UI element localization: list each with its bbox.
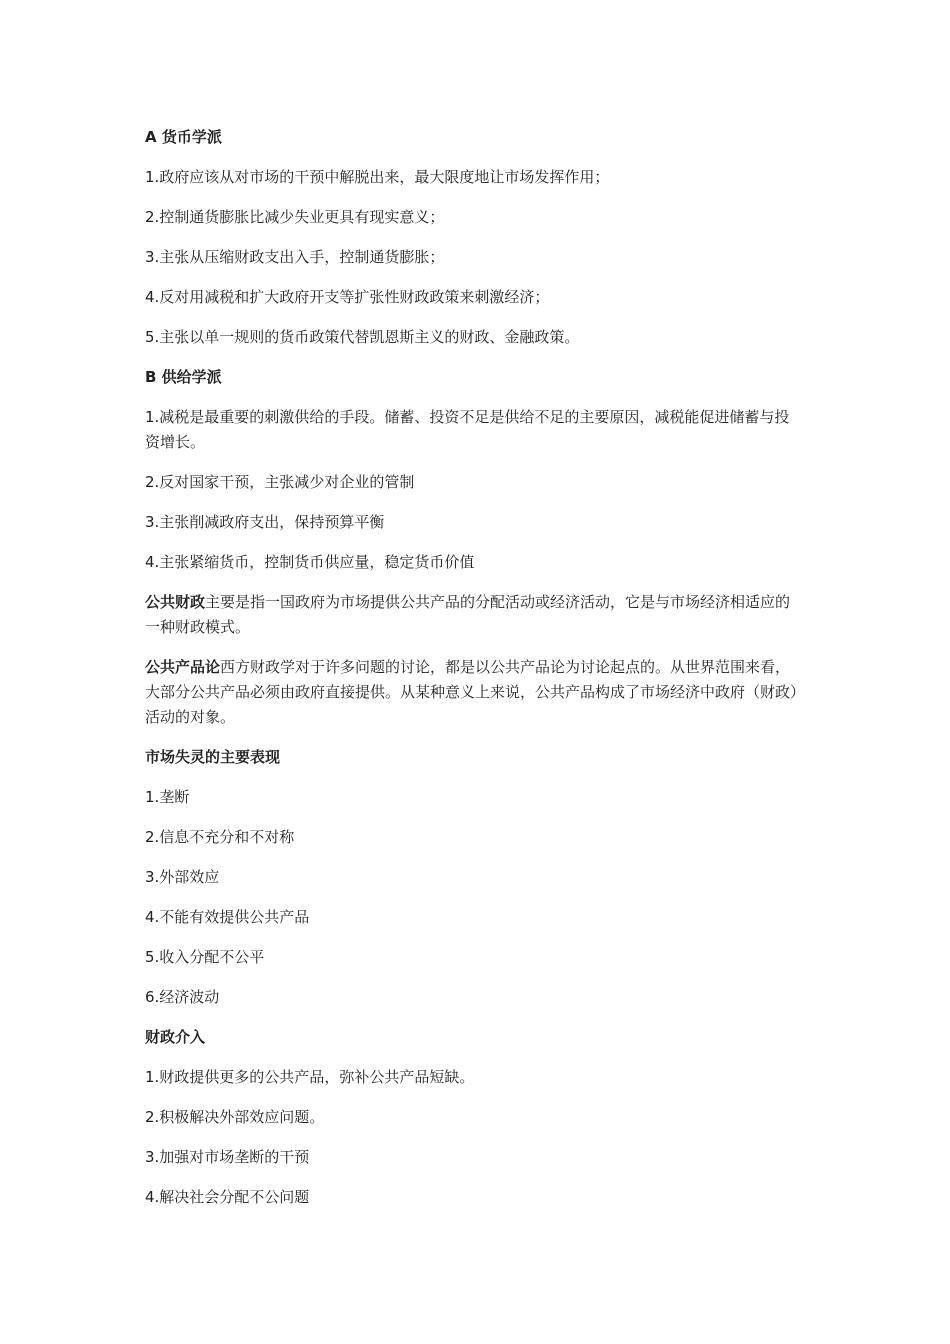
- definition-public-goods: 西方财政学对于许多问题的讨论，都是以公共产品论为讨论起点的。从世界范围来看，大部分公共产品必须由政府直接提供。从某种意义上来说，公共产品构成了市场经济中政府（财政）活动的对象。: [145, 658, 798, 726]
- term-public-goods: 公共产品论: [145, 658, 221, 676]
- term-public-finance: 公共财政: [145, 593, 206, 611]
- list-item: 3.主张削减政府支出，保持预算平衡: [145, 513, 385, 531]
- list-item: 4.主张紧缩货币，控制货币供应量，稳定货币价值: [145, 553, 475, 571]
- list-item: 5.收入分配不公平: [145, 948, 265, 966]
- paragraph-public-goods: [145, 655, 800, 730]
- list-item: 1.垄断: [145, 788, 190, 806]
- list-item: 4.反对用减税和扩大政府开支等扩张性财政政策来刺激经济；: [145, 288, 550, 306]
- definition-public-finance: 主要是指一国政府为市场提供公共产品的分配活动或经济活动，它是与市场经济相适应的一种财政模式。: [145, 593, 791, 636]
- heading-market-failure: 市场失灵的主要表现: [145, 748, 281, 766]
- list-item: 2.控制通货膨胀比减少失业更具有现实意义；: [145, 208, 445, 226]
- list-item: 3.外部效应: [145, 868, 220, 886]
- list-item: 4.解决社会分配不公问题: [145, 1188, 310, 1206]
- list-item: 4.不能有效提供公共产品: [145, 908, 310, 926]
- list-item: 3.加强对市场垄断的干预: [145, 1148, 310, 1166]
- heading-fiscal-intervention: 财政介入: [145, 1028, 206, 1046]
- list-item: 2.反对国家干预，主张减少对企业的管制: [145, 473, 415, 491]
- paragraph-public-finance: [145, 590, 800, 640]
- list-item: 6.经济波动: [145, 988, 220, 1006]
- list-item: 2.信息不充分和不对称: [145, 828, 295, 846]
- heading-monetarism: A 货币学派: [145, 128, 222, 146]
- list-item: 1.政府应该从对市场的干预中解脱出来，最大限度地让市场发挥作用；: [145, 168, 610, 186]
- list-item: 2.积极解决外部效应问题。: [145, 1108, 325, 1126]
- list-item: 3.主张从压缩财政支出入手，控制通货膨胀；: [145, 248, 445, 266]
- list-item: 1.财政提供更多的公共产品，弥补公共产品短缺。: [145, 1068, 475, 1086]
- list-item: 5.主张以单一规则的货币政策代替凯恩斯主义的财政、金融政策。: [145, 328, 580, 346]
- list-item: 1.减税是最重要的刺激供给的手段。储蓄、投资不足是供给不足的主要原因，减税能促进储蓄与投资增长。: [145, 408, 790, 451]
- heading-supply-side: B 供给学派: [145, 368, 222, 386]
